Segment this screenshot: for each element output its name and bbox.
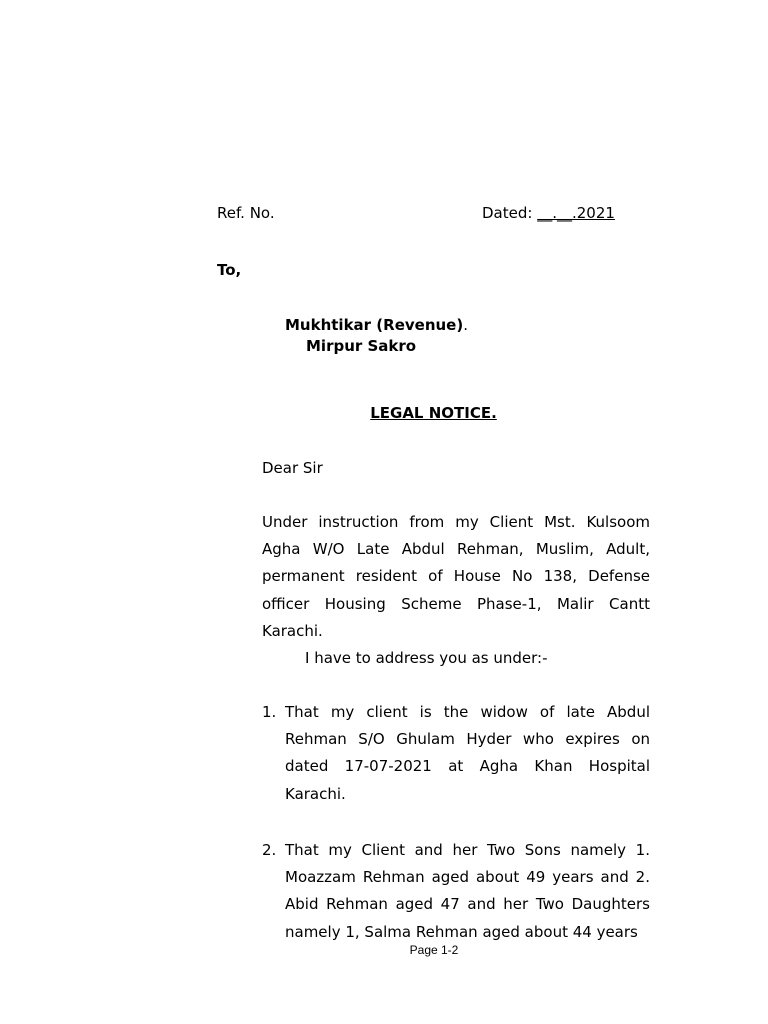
ref-number-label: Ref. No. [217,204,275,222]
intro-paragraph: Under instruction from my Client Mst. Kulsoom Agha W/O Late Abdul Rehman, Muslim, Adult, permanent resident of House No 138, Defense officer Housing Scheme Phase-1, Malir Cantt Karachi. [262,513,650,640]
salutation: Dear Sir [262,459,323,477]
to-label: To, [217,261,242,279]
recipient-title: Mukhtikar (Revenue) [285,316,464,334]
dated-label: Dated: [482,204,533,222]
list-item-number: 1. [262,703,277,721]
recipient-line-2: Mirpur Sakro [306,337,417,355]
address-under-line: I have to address you as under:- [305,649,548,667]
recipient-title-suffix: . [463,316,468,334]
list-item [262,699,650,808]
notice-title: LEGAL NOTICE. [370,404,497,422]
list-item-text: That my client is the widow of late Abdul Rehman S/O Ghulam Hyder who expires on dated 17-07-2021 at Agha Khan Hospital Karachi. [285,703,650,803]
page-footer: Page 1-2 [409,943,459,957]
date-line [482,204,615,222]
dated-value: __.__.2021 [537,204,615,222]
list-item [262,837,650,945]
list-item-text: That my Client and her Two Sons namely 1. Moazzam Rehman aged about 49 years and 2. Abid Rehman aged 47 and her Two Daughters namely 1, Salma Rehman aged about 44 years [285,841,650,941]
list-item-number: 2. [262,841,277,859]
recipient-line-1 [285,316,468,334]
